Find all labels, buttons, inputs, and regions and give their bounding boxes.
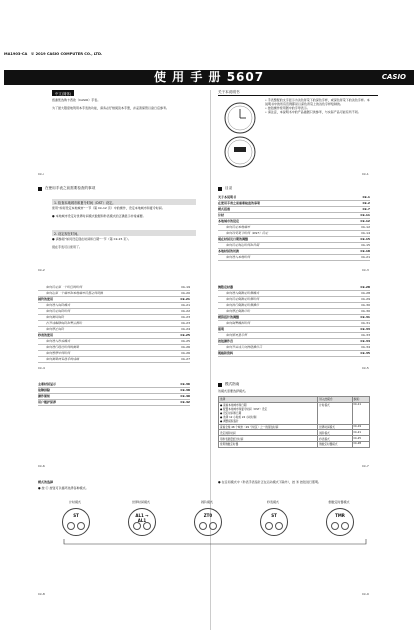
mode-select-text1: ● 按 Ⓒ 按钮可以循环选择各种模式。 [38, 486, 89, 490]
toc-label: 用户维护保养 [38, 400, 57, 404]
mode-display: ST [271, 513, 277, 518]
table-cell: 闹铃模式 [318, 430, 352, 436]
subdial-icon [77, 522, 85, 530]
toc-head: 目录 [225, 186, 233, 190]
prep-head-bar [38, 186, 203, 191]
toc-page: Ck-19 [181, 285, 190, 289]
watch-illustration [218, 100, 262, 170]
table-cell: ● 查看本地城市和日期 ● 配置本地城市和夏令时间（DST）设定 ● 设定时间和日期 ● 选择 12 小时或 24 小时时制 ● 调整模拟指针 [219, 402, 318, 424]
toc-page: Ck-30 [361, 309, 370, 313]
mode-label: 世界时间模式 [131, 500, 150, 504]
watch-face-icon [62, 508, 90, 536]
casio-logo: CASIO [381, 73, 406, 81]
toc-label: 如何设定闹铃时间 [46, 309, 71, 313]
toc-page: Ck-33 [360, 327, 370, 331]
mode-label: 秒表模式 [266, 500, 279, 504]
toc-row [218, 351, 370, 357]
about-bullet: • 手表整配的文字显示为浅色背景下的深色字样，或深色背景下的浅色字样。本说明书中的所有范例都是以深色背景上的浅色字样绘制的。 [265, 98, 370, 106]
toc-label: 本地时间的切换 [218, 249, 240, 253]
col-header: 参阅： [352, 397, 369, 403]
watch-face-icon [194, 508, 222, 536]
toc-page: Ck-23 [181, 315, 190, 319]
table-row [219, 402, 370, 424]
page-number: Ck-2 [38, 268, 45, 272]
toc-label: 规格和资料 [218, 351, 234, 355]
toc-page: Ck-30 [361, 303, 370, 307]
toc-page: Ck-25 [181, 339, 190, 343]
toc-head-bar [218, 186, 378, 191]
toc-page: Ck-21 [180, 297, 190, 301]
toc-label: 如何设定本地城市 [226, 225, 251, 229]
square-bullet-icon [218, 187, 222, 191]
subdial-icon [67, 522, 75, 530]
mode-guide-table [218, 396, 370, 448]
mode-select-head: 模式的选择 [38, 480, 54, 484]
page-number: Ck-1 [362, 172, 369, 176]
subdial-icon [133, 522, 141, 530]
mode-display: ZT0 [203, 513, 213, 518]
toc-label: 如何进入倒数定时器模式 [226, 291, 260, 295]
col-header: 选择 [219, 397, 318, 403]
intro-head: 中文(简体) [52, 90, 74, 96]
about-head: 关于本说明书 [218, 90, 240, 94]
toc-page: Ck-34 [361, 345, 370, 349]
toc-page: Ck-26 [181, 345, 190, 349]
toc-label: 按钮操作音 [218, 339, 234, 343]
toc-page: Ck-24 [181, 327, 190, 331]
table-cell: 倒数定时器模式 [318, 441, 352, 447]
column-divider [210, 90, 211, 630]
mode-display: ST [73, 513, 79, 518]
mode-label: 倒数定时器模式 [328, 500, 350, 504]
toc-page: Ck-28 [360, 285, 370, 289]
prep-head: 在使用手表之前需要检查的事项 [45, 186, 96, 190]
prep-box1: 1. 检查本地城市和夏令时间（DST）设定。 [52, 199, 196, 205]
toc-page: Ck-12 [361, 225, 370, 229]
table-cell: Ck-19 [352, 424, 369, 430]
toc-page: Ck-21 [361, 255, 370, 259]
prep-box1-note: ● 本地城市设定对世界时间模式数据和秒表模式的正确显示非常重要。 [52, 214, 146, 218]
mode-select-text2: ● 在任何模式中（秒表手表指针正在运动模式下除外），按 Ⓑ 按钮进行照明。 [218, 480, 321, 484]
toc-label: 秒表的使用 [38, 333, 54, 337]
toc-page: Ck-33 [361, 333, 370, 337]
toc-label: 如何照亮显示屏 [226, 333, 248, 337]
toc-page: Ck-1 [362, 195, 370, 199]
toc-page: Ck-7 [362, 207, 370, 211]
mode-guide-head-bar [218, 382, 378, 387]
subdial-icon [199, 522, 207, 530]
table-cell: Ck-28 [352, 441, 369, 447]
toc-label: 如何调整模拟时间 [226, 321, 251, 325]
toc-label: 关于本说明书 [218, 195, 237, 199]
doc-code [4, 52, 102, 56]
toc-list [218, 195, 370, 261]
title-banner [4, 70, 414, 85]
watch-face-icon [260, 508, 288, 536]
toc-page: Ck-11 [360, 213, 370, 217]
page-number: Ck-7 [362, 464, 369, 468]
prep-box2: 2. 设定现在时间。 [52, 230, 196, 236]
page-number: Ck-i [38, 172, 44, 176]
copyright: © 2019 CASIO COMPUTER CO., LTD. [30, 52, 103, 56]
subdial-icon [341, 522, 349, 530]
manual-title: 使 用 手 册 5607 [154, 70, 265, 84]
toc-page: Ck-15 [360, 237, 370, 241]
table-cell: 计时模式 [318, 402, 352, 424]
mode-guide-sub: 该模式需要选择模式。 [218, 389, 249, 393]
page-number: Ck-3 [362, 268, 369, 272]
table-cell: Ck-25 [352, 436, 369, 442]
toc-label: 如何进入闹铃模式 [46, 303, 71, 307]
toc-page: Ck-20 [181, 291, 190, 295]
about-head-bar [218, 90, 378, 96]
table-cell: Ck-21 [352, 430, 369, 436]
toc-label: 操作须知 [38, 394, 51, 398]
toc-page: Ck-12 [360, 219, 370, 223]
page-number: Ck-9 [362, 592, 369, 596]
subdial-icon [209, 522, 217, 530]
toc-page: Ck-31 [360, 315, 370, 319]
toc-label: 倒数定时器 [218, 285, 234, 289]
subdial-icon [265, 522, 273, 530]
square-bullet-icon [218, 383, 222, 387]
about-bullet: • 按钮操作使用图中的字母表示。 [265, 106, 310, 110]
toc-label: 本地城市的设定 [218, 219, 240, 223]
subdial-icon [143, 522, 151, 530]
toc-label: 如何开启或关闭按钮操作音 [226, 345, 263, 349]
toc-label: 闹铃的使用 [38, 297, 54, 301]
toc-label: 现在时间及日期的调整 [218, 237, 249, 241]
page-number: Ck-5 [362, 366, 369, 370]
toc-label: 如何设定第一个时区的时间 [46, 285, 83, 289]
mode-display: TMR [335, 513, 345, 518]
toc-page: Ck-25 [180, 333, 190, 337]
toc-list [38, 382, 190, 406]
mode-label: 闹铃模式 [200, 500, 213, 504]
toc-label: 如何停止闹铃 [46, 327, 65, 331]
toc-page: Ck-38 [180, 388, 190, 392]
prep-box2-text: ● 请参阅“如何设定现在时间和日期”一节（第 Ck-15 页）。 [52, 237, 131, 241]
toc-label: 故障排除 [38, 388, 51, 392]
toc-page: Ck-2 [362, 201, 370, 205]
toc-page: Ck-40 [180, 394, 190, 398]
page-number: Ck-6 [38, 464, 45, 468]
mode-label: 计时模式 [68, 500, 81, 504]
toc-label: 如何设定现在时间和日期 [226, 243, 260, 247]
mode-cycle-arrow [60, 538, 370, 546]
toc-label: 如何改变夏令时间（DST）设定 [226, 231, 269, 235]
toc-label: 如何停止倒数计时 [226, 309, 251, 313]
watch-face-icon [128, 508, 156, 536]
intro-p1: 感谢您选购卡西欧（CASIO）手表。 [52, 98, 101, 102]
prep-ready: 现在手表可以使用了。 [52, 245, 83, 249]
intro-p2: 为了最大限度地利用本手表的功能，请务必仔细阅读本手册，并妥善保管以备日后参考。 [52, 106, 170, 110]
toc-label: 打开或解除闹铃和整点报时 [46, 321, 83, 325]
toc-page: Ck-15 [361, 243, 370, 247]
toc-page: Ck-42 [180, 400, 190, 404]
table-cell: 设定闹铃时间 [219, 430, 318, 436]
toc-label: 如何暂停中间时间 [46, 351, 71, 355]
mode-display: AL1 → AL1 [135, 513, 149, 523]
toc-label: 模式指南 [218, 207, 231, 211]
toc-label: 模拟指针的调整 [218, 315, 240, 319]
mode-guide-head: 模式指南 [225, 382, 240, 386]
toc-label: 如何进入秒表模式 [46, 339, 71, 343]
table-row [219, 441, 370, 447]
toc-page: Ck-28 [361, 291, 370, 295]
table-cell: 使用倒数定时器 [219, 441, 318, 447]
page-number: Ck-4 [38, 366, 45, 370]
doc-code-text: MA1903-CA [4, 52, 28, 56]
table-cell: 世界时间模式 [318, 424, 352, 430]
table-cell: 秒表模式 [318, 436, 352, 442]
toc-page: Ck-22 [181, 309, 190, 313]
about-list [265, 98, 371, 114]
toc-label: 在使用手表之前需要检查的事项 [218, 201, 261, 205]
col-header: 进入此模式： [318, 397, 352, 403]
toc-row [218, 255, 370, 261]
toc-label: 如何执行倒数定时器操作 [226, 303, 260, 307]
toc-label: 如何在第一个城市和本地城市设置之间切换 [46, 291, 104, 295]
toc-row [38, 400, 190, 406]
toc-row [38, 357, 190, 363]
page-number: Ck-8 [38, 592, 45, 596]
toc-label: 如何进入本地时间 [226, 255, 251, 259]
toc-label: 计时 [218, 213, 225, 217]
toc-label: 如何进行经过时间的测量 [46, 345, 80, 349]
toc-list [218, 285, 370, 357]
toc-list [38, 285, 190, 363]
table-cell: 用秒表测量经过时间 [219, 436, 318, 442]
toc-label: 如何测试闹铃 [46, 315, 65, 319]
toc-page: Ck-21 [181, 303, 190, 307]
toc-page: Ck-18 [360, 249, 370, 253]
toc-page: Ck-36 [180, 382, 190, 386]
toc-page: Ck-31 [361, 321, 370, 325]
toc-page: Ck-35 [360, 351, 370, 355]
toc-page: Ck-29 [361, 297, 370, 301]
subdial-icon [331, 522, 339, 530]
toc-label: 照明 [218, 327, 225, 331]
prep-box1-text: 使用“如何设定本地城市”一节（第 Ck-12 页）中的操作，设定本地城市和夏令时间。 [52, 206, 165, 210]
about-bullet: • 请注意，本说明书中的产品插图只供参考，与实际产品可能有所不同。 [265, 110, 361, 114]
toc-label: 如何设定倒数定时器时间 [226, 297, 260, 301]
table-cell: Ck-11 [352, 402, 369, 424]
square-bullet-icon [38, 187, 42, 191]
toc-label: 如何测量两名选手的成绩 [46, 357, 80, 361]
toc-page: Ck-34 [360, 339, 370, 343]
toc-page: Ck-23 [181, 321, 190, 325]
subdial-icon [275, 522, 283, 530]
watch-face-icon [326, 508, 354, 536]
toc-page: Ck-14 [361, 231, 370, 235]
toc-page: Ck-26 [181, 351, 190, 355]
toc-label: 主要时间显示 [38, 382, 57, 386]
toc-page: Ck-27 [181, 357, 190, 361]
table-cell: 查看全球 48 个城市（29 个时区）之一的现在时间 [219, 424, 318, 430]
